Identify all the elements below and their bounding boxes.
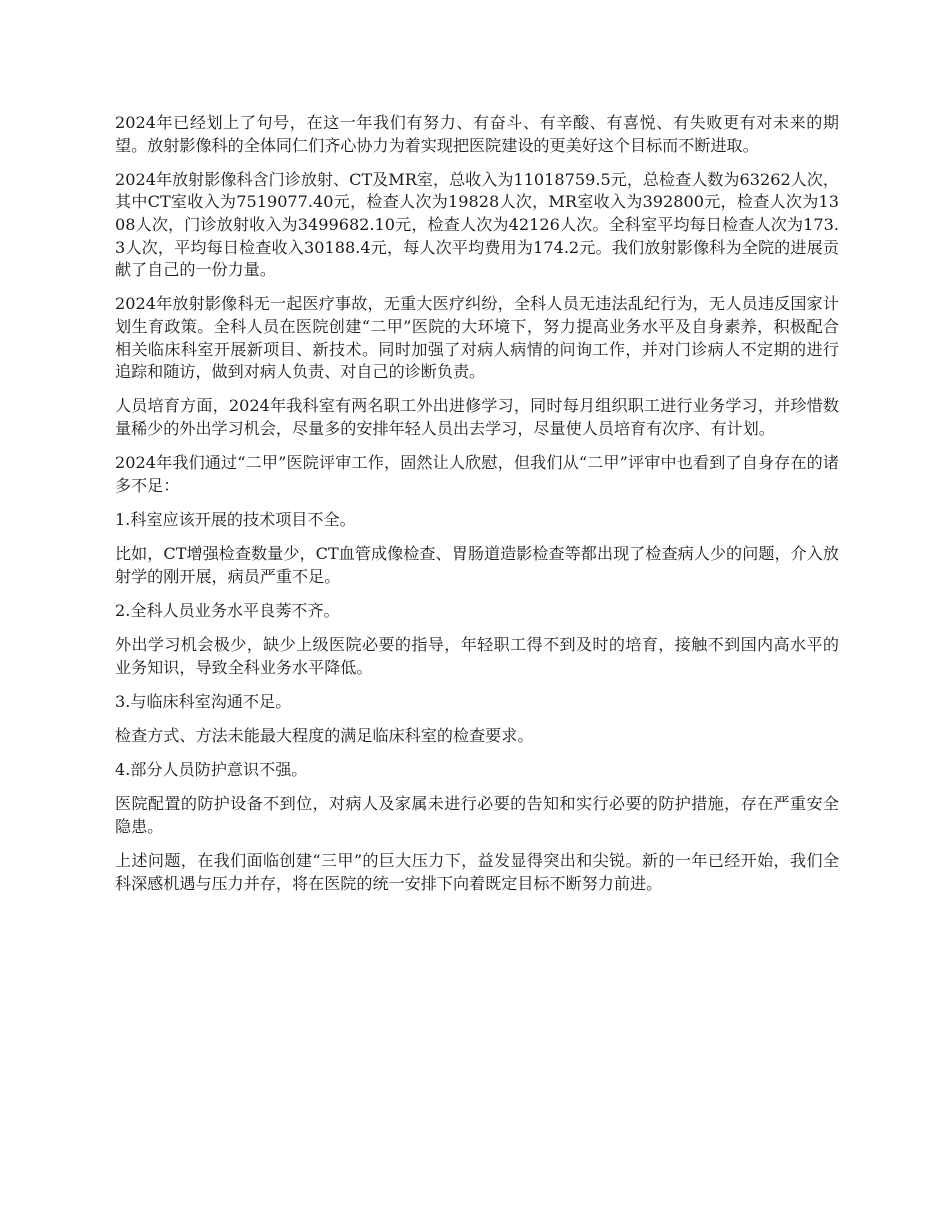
paragraph-review-shortcomings: 2024年我们通过“二甲”医院评审工作，固然让人欣慰，但我们从“二甲”评审中也看到了自身存在的诸多不足： [115,453,839,495]
list-heading-1: 1.科室应该开展的技术项目不全。 [115,509,356,529]
paragraph-item-1-detail: 比如，CT增强检查数量少，CT血管成像检查、胃肠道造影检查等都出现了检查病人少的问题，介入放射学的刚开展，病员严重不足。 [115,544,839,586]
list-heading-3: 3.与临床科室沟通不足。 [115,691,292,711]
paragraph-revenue-stats: 2024年放射影像科含门诊放射、CT及MR室，总收入为11018759.5元，总检查人数为63262人次，其中CT室收入为7519077.40元，检查人次为19828人次，MR室收入为392800元，检查人次为1308人次，门诊放射收入为3499682.10元，检查人次为42126人次。全科室平均每日检查人次为173.3人次，平均每日检查收入30188.4元，每人次平均费用为174.2元。我们放射影像科为全院的进展贡献了自己的一份力量。 [115,169,839,280]
paragraph-conclusion: 上述问题，在我们面临创建“三甲”的巨大压力下，益发显得突出和尖锐。新的一年已经开始，我们全科深感机遇与压力并存，将在医院的统一安排下向着既定目标不断努力前进。 [115,851,839,893]
paragraph-safety-record: 2024年放射影像科无一起医疗事故，无重大医疗纠纷，全科人员无违法乱纪行为，无人员违反国家计划生育政策。全科人员在医院创建“二甲”医院的大环境下，努力提高业务水平及自身素养，积极配合相关临床科室开展新项目、新技术。同时加强了对病人病情的问询工作，并对门诊病人不定期的进行追踪和随访，做到对病人负责、对自己的诊断负责。 [115,294,839,382]
paragraph-intro: 2024年已经划上了句号，在这一年我们有努力、有奋斗、有辛酸、有喜悦、有失败更有对未来的期望。放射影像科的全体同仁们齐心协力为着实现把医院建设的更美好这个目标而不断进取。 [115,113,839,155]
document-body [115,112,839,907]
paragraph-item-2-detail: 外出学习机会极少，缺少上级医院必要的指导，年轻职工得不到及时的培育，接触不到国内高水平的业务知识，导致全科业务水平降低。 [115,635,839,677]
paragraph-staff-training: 人员培育方面，2024年我科室有两名职工外出进修学习，同时每月组织职工进行业务学习，并珍惜数量稀少的外出学习机会，尽量多的安排年轻人员出去学习，尽量使人员培育有次序、有计划。 [115,396,839,438]
list-heading-2: 2.全科人员业务水平良莠不齐。 [115,600,340,620]
list-heading-4: 4.部分人员防护意识不强。 [115,760,308,780]
paragraph-item-4-detail: 医院配置的防护设备不到位，对病人及家属未进行必要的告知和实行必要的防护措施，存在严重安全隐患。 [115,794,839,836]
paragraph-item-3-detail: 检查方式、方法未能最大程度的满足临床科室的检查要求。 [115,726,534,745]
